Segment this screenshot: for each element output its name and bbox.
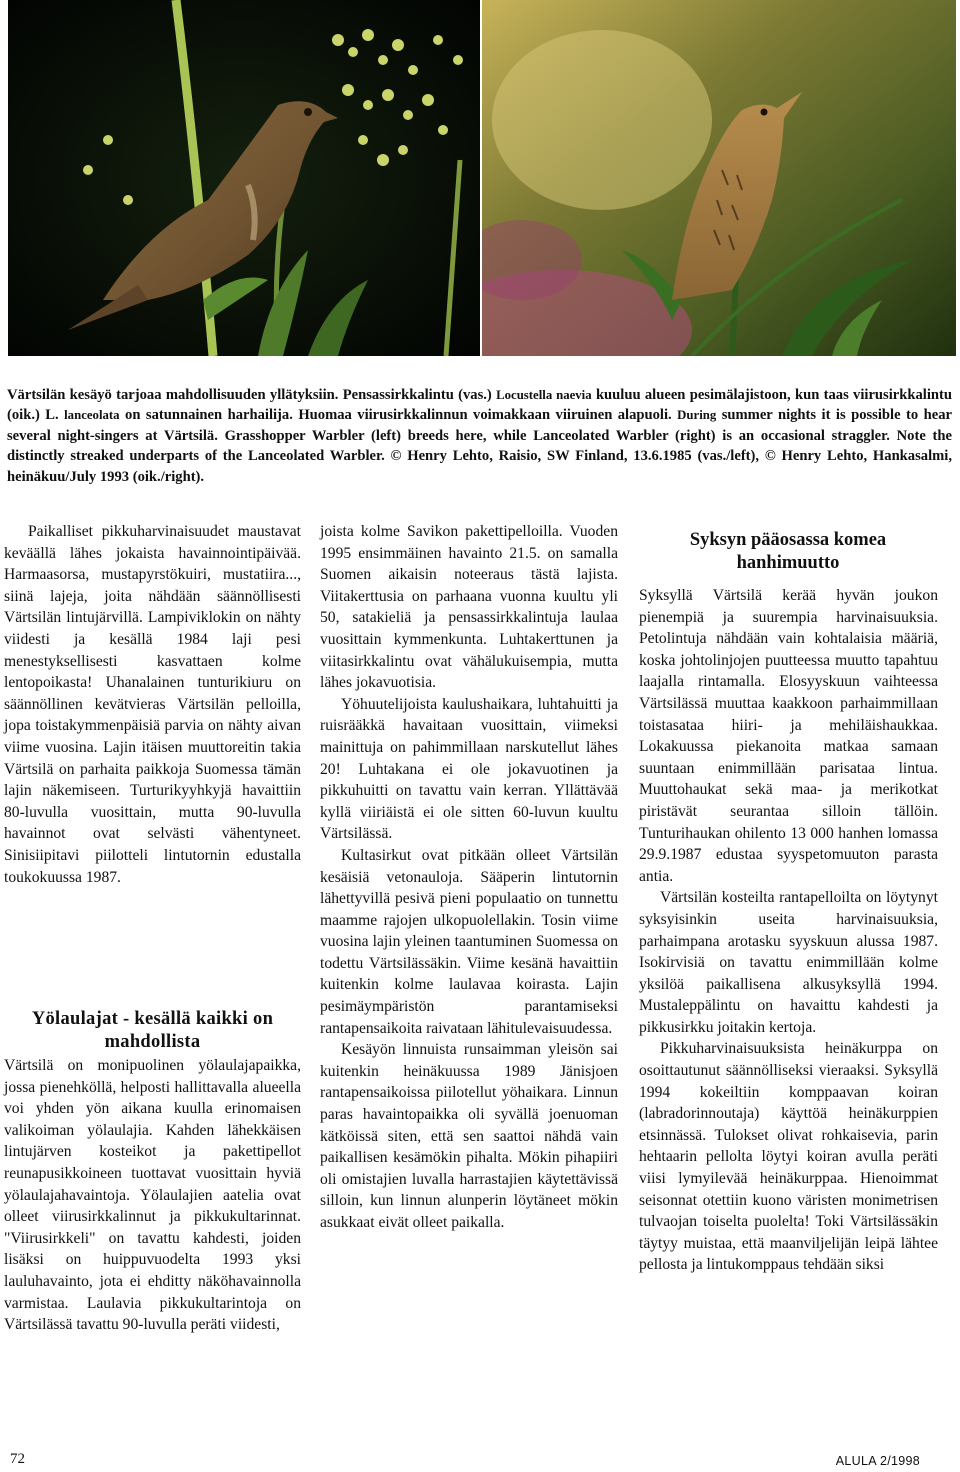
paragraph-col3-2: Värtsilän kosteilta rantapelloilta on löytynyt syksyisinkin useita harvinaisuuksia, parhaimpana arotasku syyskuun alussa 1987. Isokirvisiä on tavattu enimmillään kolme yksilöä paikallisena alkusyksyllä 1994. Mustaleppälintu on havaittu kahdesti ja pikkusirkku joitakin kertoja.	[639, 889, 938, 1036]
section-heading-night-singers: Yölaulajat - kesällä kaikki on mahdollista	[31, 1009, 274, 1052]
lanceolated-warbler-image	[482, 0, 956, 356]
photo-caption	[7, 385, 952, 487]
photo-grasshopper-warbler	[8, 0, 480, 356]
paragraph-col2-4: Kesäyön linnuista runsaimman yleisön sai kuitenkin heinäkuussa 1989 Jänisjoen rantapensaikoissa piilotellut yöhaikara. Linnun paras havaintopaikka oli syvällä joenuoman kätköissä siten, että sen saattoi nähdä vain paikallisen kesämökin pihalta. Mökin pihapiiri oli omistajien luvalla harrastajien käytettävissä silloin, kun linnun alunperin löytäneet mökin asukkaat eivät olleet paikalla.	[320, 1041, 618, 1231]
section-heading-autumn: Syksyn pääosassa komea hanhimuutto	[689, 530, 887, 573]
paragraph-col3-3: Pikkuharvinaisuuksista heinäkurppa on osoittautunut säännölliseksi vieraaksi. Syksyllä 1994 kokeiltiin komppaavan koiran (labradorinnoutaja) käyttöä heinäkurppien etsinnässä. Tulokset olivat rohkaisevia, parin hehtaarin pellolta löytyi koiran avulla peräti viisi lymyilevää heinäkurppaa. Hienoimmat seisonnat otettiin kuono väristen monimetrisen tulvaojan toiselta puolelta! Toki Värtsilässäkin täytyy muistaa, että maanviljelijän leipä lähtee pellosta ja lintukomppaus tehdään siksi	[639, 1040, 938, 1274]
caption-species-name: Locustella naevia	[496, 388, 592, 402]
paragraph-col2-2: Yöhuutelijoista kaulushaikara, luhtahuitti ja ruisrääkkä havaitaan vuosittain, viimeksi mainittuja on pahimmillaan narskutellut lähes 20! Luhtakana ei ole jokavuotinen ja pikkuhuitti on tavattu vain kerran. Yllättävää kyllä viiriäistä ei ole sitten 60-luvun kuultu Värtsilässä.	[320, 695, 618, 843]
paragraph-col3-1: Syksyllä Värtsilä kerää hyvän joukon pienempiä ja suurempia harvinaisuuksia. Petolintuja nähdään vain kohtalaisia määriä, koska johtolinjojen puutteessa muutto tapahtuu laajalla rintamalla. Elosyyskuun vaihteessa Värtsilässä muuttaa kaakkoon parhaimmillaan toistasataa hiiri- ja mehiläishaukkaa. Lokakuussa piekanoita matkaa samaan suuntaan enimmillään parisataa lintua. Muuttohaukat sekä maa- ja merikotkat piristävät seurantaa silloin tällöin. Tunturihaukan ohilento 13 000 hanhen lomassa 29.9.1987 edustaa syyspetomuuton parasta antia.	[639, 587, 938, 885]
column-1-bottom	[4, 1055, 301, 1336]
page-number: 72	[10, 1451, 25, 1467]
column-3	[639, 585, 938, 1276]
grasshopper-warbler-image	[8, 0, 480, 356]
caption-species-name-2: lanceolata	[64, 408, 120, 423]
caption-text-fi-cont: kuuluu alueen pesimälajistoon, kun taas viirusirkkalintu (oik.) L.	[7, 387, 952, 424]
caption-text-en-start: During	[677, 408, 717, 423]
column-1-top	[4, 521, 301, 888]
caption-text-fi: Värtsilän kesäyö tarjoaa mahdollisuuden yllätyksiin. Pensassirkkalintu (vas.)	[7, 387, 497, 403]
paragraph-night-singers: Värtsilä on monipuolinen yölaulajapaikka, jossa pienehköllä, helposti hallittavalla alueella voi yhden yön aikana kuulla erinomaisen valikoiman yölaulajia. Kahden lähekkäisen lintujärven kosteikot ja pakettipellot reunapusikkoineen tuottavat vuosittain hyviä yölaulajahavaintoja. Yölaulajien aatelia ovat olleet viirusirkkalinnut ja pikkukultarinnat. "Viirusirkkeli" on tavattu kahdesti, joiden lisäksi on huippuvuodelta 1993 yksi lauluhavainto, jota ei ehditty näköhavainnolla varmistaa. Laulavia pikkukultarintoja on Värtsilässä tavattu 90-luvulla peräti viidesti,	[4, 1057, 301, 1334]
paragraph-col2-1: joista kolme Savikon pakettipelloilla. Vuoden 1995 ensimmäinen havainto 21.5. on samalla Suomen aikaisin noteeraus tästä lajista. Viitakerttusia on parhaana vuonna kuultu yli 50, satakieliä ja pensassirkkalintuja laulaa vuosittain kymmenkunta. Luhtakerttunen ja viitasirkkalintu ovat vähälukuisempia, mutta lähes jokavuotisia.	[320, 523, 618, 692]
caption-text-en: summer nights it is possible to hear several night-singers at Värtsilä. Grasshopper Warbler (left) breeds here, while Lanceolated Warbler (right) is an occasional straggler. Note the distinctly streaked underparts of the Lanceolated Warbler. © Henry Lehto, Raisio, SW Finland, 13.6.1985 (vas./left), © Henry Lehto, Hankasalmi, heinäkuu/July 1993 (oik./right).	[7, 407, 952, 485]
column-2	[320, 521, 618, 1234]
caption-text-fi-end: on satunnainen harhailija. Huomaa viirusirkkalinnun voimakkaan viiruinen alapuoli.	[119, 407, 678, 424]
photo-lanceolated-warbler	[482, 0, 956, 356]
paragraph-col2-3: Kultasirkut ovat pitkään olleet Värtsilän kesäisiä vetonauloja. Sääperin lintutornin lähettyvillä pesivä pieni populaatio on tunnettu maamme rajojen ulkopuolellakin. Tosin viime vuosina lajin yleinen taantuminen Suomessa on todettu Värtsilässäkin. Viime kesänä havaittiin kuitenkin kolme laulavaa koirasta. Lajin pesimäympäristön parantamiseksi rantapensaikoita raivataan lähitulevaisuudessa.	[320, 846, 618, 1037]
paragraph-local-rarities: Paikalliset pikkuharvinaisuudet maustavat keväällä lähes jokaista havainnointipäivää. Harmaasorsa, mustapyrstökuiri, mustatiira..., siinä lajeja, joita nähdään säännöllisesti Värtsilän lintujärvillä. Lampiviklokin on nähty viidesti ja kesällä 1984 laji pesi menestyksellisesti kasvattaen kolme lentopoikasta! Uhanalainen tunturikiuru on säännöllinen kevätvieras Värtsilän pelloilla, jopa toistakymmenpäisiä parvia on nähty aivan viime vuosina. Lajin itäisen muuttoreitin takia Värtsilä on parhaita paikkoja Suomessa tämän lajin näkemiseen. Turturikyyhkyjä havaittiin 80-luvulla vuosittain, mutta 90-luvulla havainnot ovat selvästi vähentyneet. Sinisiipitavi piilotteli lintutornin edustalla toukokuussa 1987.	[4, 523, 301, 886]
journal-name: ALULA 2/1998	[835, 1454, 920, 1468]
